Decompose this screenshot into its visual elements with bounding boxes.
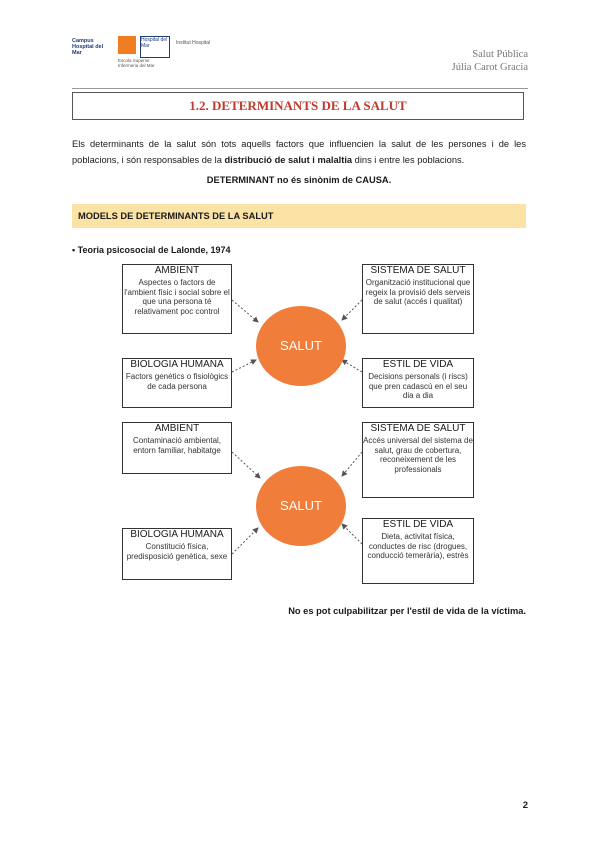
determinant-note: DETERMINANT no és sinònim de CAUSA. xyxy=(206,175,392,185)
box-estil-1 xyxy=(362,358,474,408)
intro-text-bold: distribució de salut i malaltia xyxy=(224,155,353,165)
box-title: BIOLOGIA HUMANA xyxy=(130,359,224,370)
box-desc: Factors genètics o fisiològics de cada persona xyxy=(125,372,229,391)
box-title: AMBIENT xyxy=(154,265,200,276)
page-title: 1.2. DETERMINANTS DE LA SALUT xyxy=(72,92,524,120)
arrow-estil-1 xyxy=(342,360,362,372)
box-sistema-1 xyxy=(362,264,474,334)
author-label: Júlia Carot Gracia xyxy=(451,62,528,73)
box-desc: Constitució física, predisposició genètica, sexe xyxy=(126,542,228,561)
box-ambient-2 xyxy=(122,422,232,474)
intro-text-a: Els determinants de la salut són tots aquells factors que influencien la salut de les persones i de les poblacions, i són responsables de la xyxy=(72,139,526,165)
box-title: SISTEMA DE SALUT xyxy=(370,423,466,434)
intro-text-b: dins i entre les poblacions. xyxy=(352,155,465,165)
hospital-del-mar-logo: Hospital del Mar xyxy=(140,36,170,58)
box-title: AMBIENT xyxy=(154,423,200,434)
escola-logo-text: Escola Superior Infermeria del Mar xyxy=(118,58,155,68)
box-ambient-1 xyxy=(122,264,232,334)
box-estil-2 xyxy=(362,518,474,584)
box-desc: Contaminació ambiental, entorn familiar, habitatge xyxy=(132,436,222,455)
page-number: 2 xyxy=(522,800,528,811)
box-biologia-2 xyxy=(122,528,232,580)
subject-label: Salut Pública xyxy=(472,49,528,60)
lalonde-diagram xyxy=(110,262,490,592)
box-desc: Organització institucional que regeix la provisió dels serveis de salut (accés i qualitat) xyxy=(365,278,471,306)
arrow-biologia-1 xyxy=(232,360,256,372)
section-heading: MODELS DE DETERMINANTS DE LA SALUT xyxy=(72,204,526,228)
header-divider xyxy=(72,88,528,89)
hospital-logo-square xyxy=(118,36,136,54)
arrow-ambient-1 xyxy=(232,300,258,322)
box-desc: Accés universal del sistema de salut, grau de cobertura, reconeixement de les professionals xyxy=(363,436,473,474)
box-title: ESTIL DE VIDA xyxy=(382,359,454,370)
intro-paragraph xyxy=(72,136,526,168)
victim-note: No es pot culpabilitzar per l'estil de vida de la víctima. xyxy=(288,606,526,616)
box-desc: Aspectes o factors de l'ambient físic i social sobre el que una persona té relativament poc control xyxy=(124,278,230,316)
box-desc: Dieta, activitat física, conductes de risc (drogues, conducció temerària), estrès xyxy=(367,532,469,560)
box-desc: Decisions personals (i riscs) que pren cadascú en el seu dia a dia xyxy=(368,372,468,400)
box-sistema-2 xyxy=(362,422,474,498)
box-biologia-1 xyxy=(122,358,232,408)
arrow-estil-2 xyxy=(342,524,362,544)
box-title: SISTEMA DE SALUT xyxy=(370,265,466,276)
arrow-biologia-2 xyxy=(232,528,258,554)
box-title: BIOLOGIA HUMANA xyxy=(130,529,224,540)
box-title: ESTIL DE VIDA xyxy=(382,519,454,530)
salut-circle-2: SALUT xyxy=(256,466,346,546)
arrow-sistema-2 xyxy=(342,452,362,476)
campus-logo: Campus Hospital del Mar xyxy=(72,38,104,56)
salut-circle-1: SALUT xyxy=(256,306,346,386)
arrow-ambient-2 xyxy=(232,452,260,478)
institut-logo: Institut Hospital xyxy=(176,40,211,46)
header-logos xyxy=(72,34,232,74)
header-meta xyxy=(452,48,528,74)
bullet-lalonde: • Teoria psicosocial de Lalonde, 1974 xyxy=(72,245,231,255)
arrow-sistema-1 xyxy=(342,300,362,320)
